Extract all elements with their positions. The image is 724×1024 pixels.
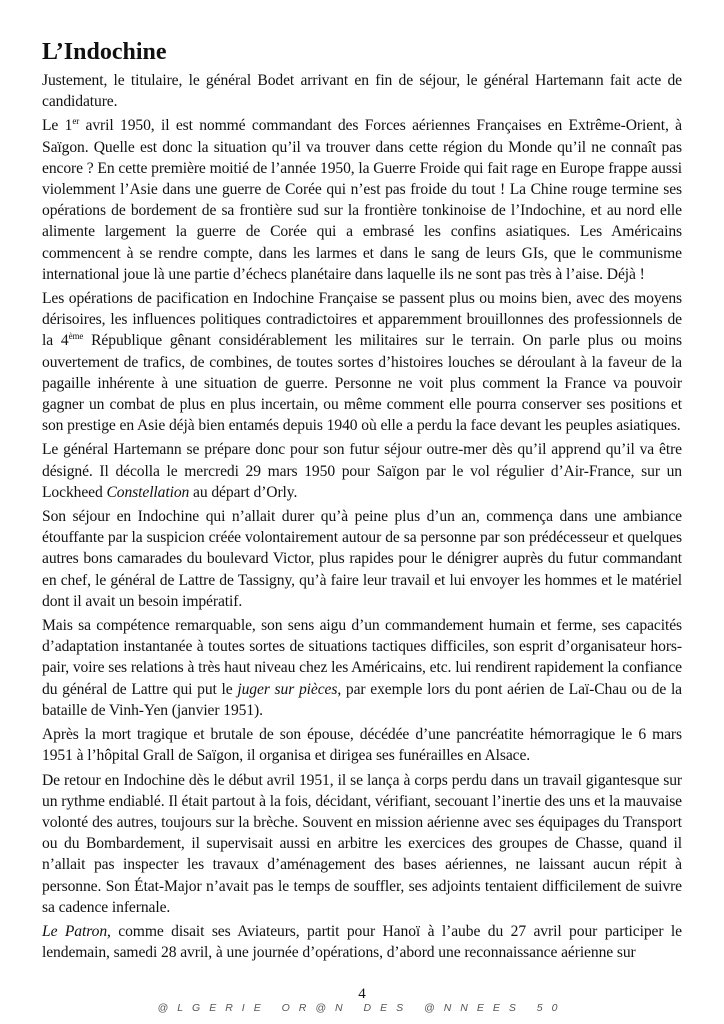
text-run: Justement, le titulaire, le général Bodet arrivant en fin de séjour, le général Hartemann fait acte de candidature. [42,72,682,111]
text-run: au départ d’Orly. [189,483,298,501]
document-page [42,38,682,966]
italic-text: Le Patron [42,922,108,940]
text-run: , par exemple lors du pont aérien de Laï-Chau ou de la bataille de Vinh-Yen (janvier 1951). [42,680,682,719]
superscript: ème [68,331,84,342]
text-run: Le 1 [42,117,73,135]
text-run: Les opérations de pacification en Indochine Française se passent plus ou moins bien, avec des moyens dérisoires, les influences politiques contradictoires et apparemment brouillonnes des professionnels de la 4 [42,290,682,350]
italic-text: juger sur pièces [237,680,338,698]
paragraph [42,288,682,436]
paragraph [42,921,682,963]
text-run: Le général Hartemann se prépare donc pour son futur séjour outre-mer dès qu’il apprend qu’il va être désigné. Il décolla le mercredi 29 mars 1950 pour Saïgon par le vol régulier d’Air-France, sur un Lockheed [42,441,682,501]
page-number: 4 [358,986,366,1002]
paragraph [42,506,682,612]
text-run: République gênant considérablement les militaires sur le terrain. On parle plus ou moins ouvertement de trafics, de combines, de toutes sortes d’histoires louches se déroulant à la faveur de la pagaille inhérente à une situation de guerre. Personne ne voit plus comment la France va pouvoir gagner un combat de plus en plus incertain, ou même comment elle pourra conserver ses positions et son prestige en Asie déjà bien entamés depuis 1940 où elle a perdu la face devant les peuples asiatiques. [42,332,682,435]
paragraph [42,115,682,285]
paragraph [42,70,682,112]
chapter-title: L’Indochine [42,39,167,65]
italic-text: Constellation [106,483,190,501]
text-run: avril 1950, il est nommé commandant des Forces aériennes Françaises en Extrême-Orient, à Saïgon. Quelle est donc la situation qu’il va trouver dans cette région du Monde qu’il ne connaît pas encore ? En cette première moitié de l’année 1950, la Guerre Froide qui fait rage en Europe frappe aussi violemment l’Asie dans une guerre de Corée qui n’est pas froide du tout ! La Chine rouge termine ses opérations de bordement de sa frontière sud sur la frontière tonkinoise de l’Indochine, et au nord elle alimente largement la guerre de Corée qui a embrasé les confins asiatiques. Les Américains commencent à se rendre compte, dans les larmes et dans le sang de leurs GIs, que le communisme international joue là une partie d’échecs planétaire dans laquelle ils ne sont pas très à l’aise. Déjà ! [42,117,682,283]
running-footer: @LGERIE OR@N DES @NNEES 50 [157,1002,567,1014]
superscript: er [72,116,80,127]
text-run: De retour en Indochine dès le début avril 1951, il se lança à corps perdu dans un travail gigantesque sur un rythme endiablé. Il était partout à la fois, décidant, vérifiant, secouant l’inertie des uns et la mauvaise volonté des autres, toujours sur la brèche. Souvent en mission aérienne avec ses équipages du Transport ou du Bombardement, il supervisait aussi en arbitre les exercices des groupes de Chasse, quand il n’allait pas inspecter les travaux d’aménagement des bases aériennes, ne laissant aucun répit à personne. Son État-Major n’avait pas le temps de souffler, ses adjoints tentaient difficilement de suivre sa cadence infernale. [42,771,682,916]
text-run: Mais sa compétence remarquable, son sens aigu d’un commandement humain et ferme, ses capacités d’adaptation instantanée à toutes sortes de situations tactiques difficiles, son esprit d’organisateur hors-pair, voire ses relations à très haut niveau chez les Américains, etc. lui rendirent rapidement la confiance du général de Lattre qui put le [42,617,682,698]
text-run: Après la mort tragique et brutale de son épouse, décédée d’une pancréatite hémorragique le 6 mars 1951 à l’hôpital Grall de Saïgon, il organisa et dirigea ses funérailles en Alsace. [42,726,682,765]
paragraph [42,770,682,918]
paragraph [42,724,682,766]
text-run: , comme disait ses Aviateurs, partit pour Hanoï à l’aube du 27 avril pour participer le lendemain, samedi 28 avril, à une journée d’opérations, d’abord une reconnaissance aérienne sur [42,922,682,962]
paragraph [42,439,682,503]
text-run: Son séjour en Indochine qui n’allait durer qu’à peine plus d’un an, commença dans une ambiance étouffante par la suspicion créée volontairement autour de sa personne par son prédécesseur et quelques autres bons camarades du boulevard Victor, plus rapides pour le dénigrer auprès du futur commandant en chef, le général de Lattre de Tassigny, qu’à faire leur travail et lui envoyer les hommes et le matériel dont il avait un besoin impératif. [42,508,682,610]
body-text [42,70,682,963]
paragraph [42,615,682,721]
